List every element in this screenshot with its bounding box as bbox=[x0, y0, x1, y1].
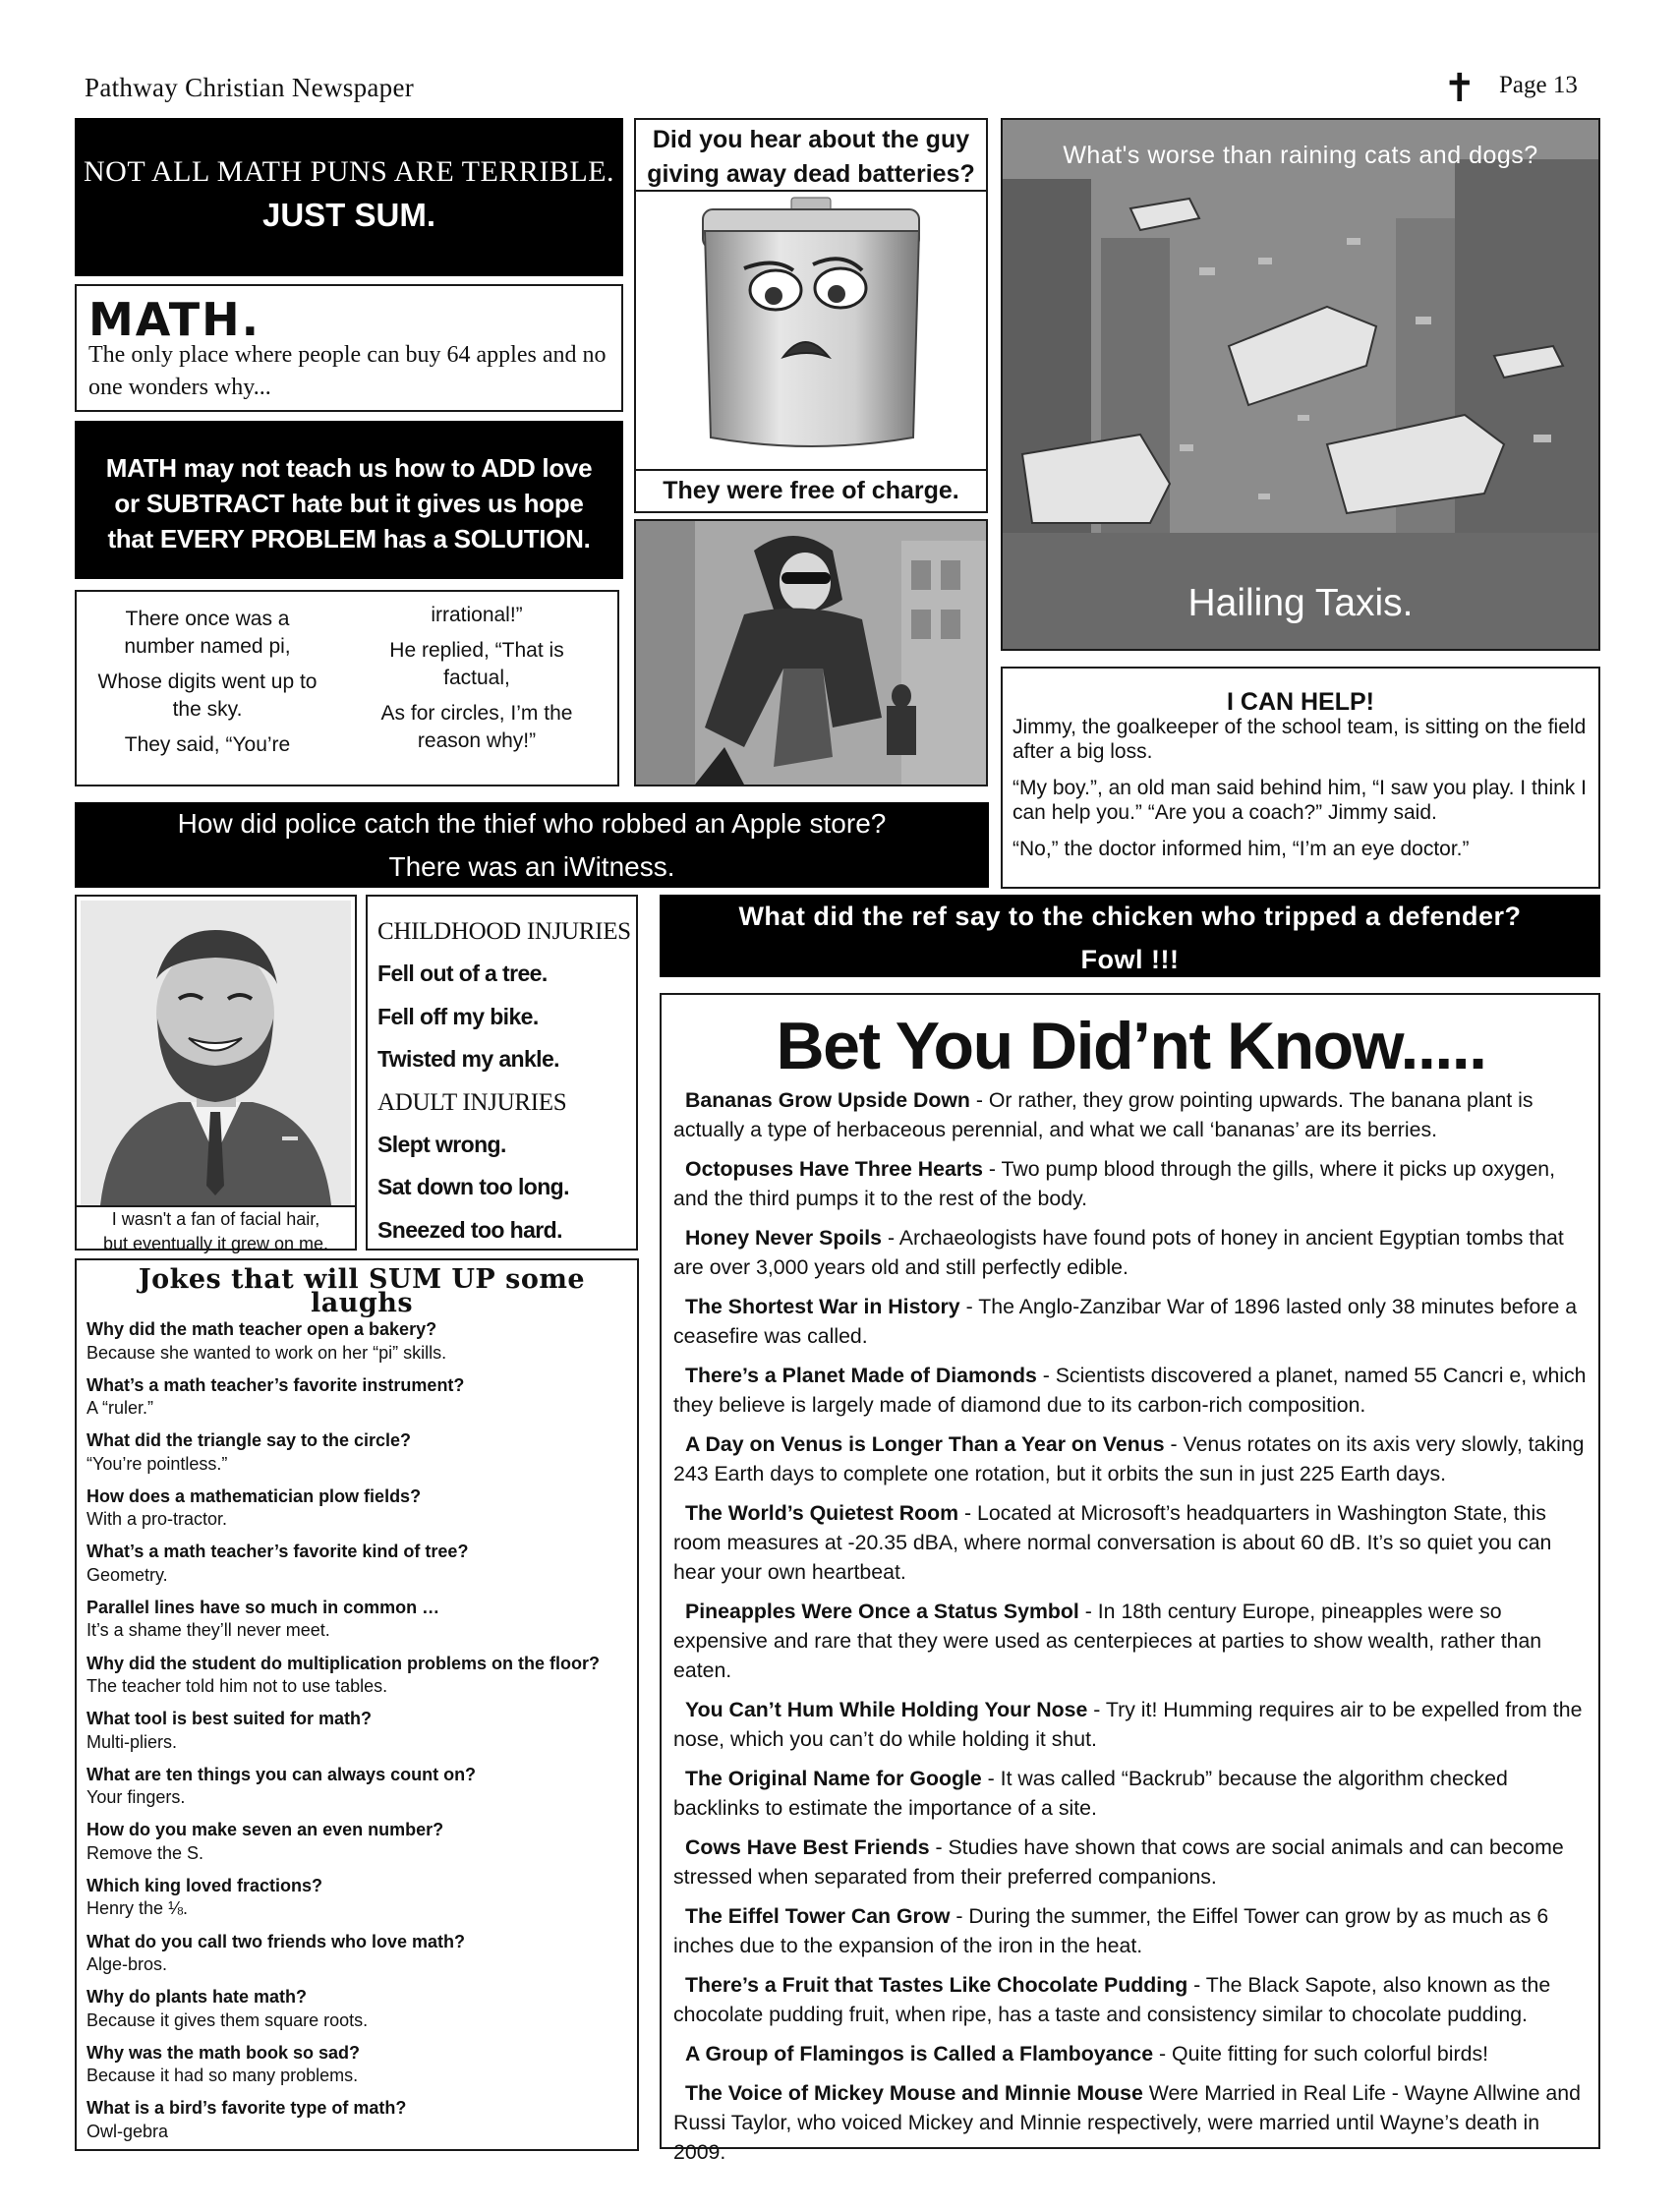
injury-item: Sneezed too hard. bbox=[377, 1216, 562, 1243]
limerick-col-1 bbox=[94, 606, 320, 767]
joke-question: What’s a math teacher’s favorite instrument? bbox=[87, 1374, 465, 1395]
joke-question: What did the triangle say to the circle? bbox=[87, 1430, 412, 1451]
joke-answer: Remove the S. bbox=[87, 1842, 204, 1863]
joke-item bbox=[87, 1653, 637, 1699]
fact-body: - Try it! Humming requires air to be expelled from the nose, which you can’t do while holding it shut. bbox=[673, 1698, 1583, 1751]
joke-question: Why do plants hate math? bbox=[87, 1987, 308, 2008]
joke-answer: The teacher told him not to use tables. bbox=[87, 1676, 388, 1697]
help-paragraph: “My boy.”, an old man said behind him, “I saw you play. I think I can help you.” “Are you a coach?” Jimmy said. bbox=[1013, 777, 1587, 824]
fact-item bbox=[673, 1597, 1589, 1685]
fact-item bbox=[673, 1223, 1589, 1282]
joke-item bbox=[87, 1597, 637, 1643]
fact-body: - Venus rotates on its axis very slowly, taking 243 Earth days to complete one rotation, but it orbits the sun in just 225 Earth days. bbox=[673, 1432, 1585, 1485]
math-pun-banner bbox=[75, 118, 623, 276]
math-hope-banner bbox=[75, 421, 623, 579]
fact-heading: Pineapples Were Once a Status Symbol bbox=[685, 1600, 1079, 1623]
fact-heading: Octopuses Have Three Hearts bbox=[685, 1157, 984, 1181]
cross-icon: ✝ bbox=[1443, 67, 1476, 110]
joke-item bbox=[87, 1819, 637, 1865]
fact-body: - Two pump blood through the gills, where it picks up oxygen, and the third pumps it to the rest of the body. bbox=[673, 1157, 1556, 1210]
joke-answer: Because it had so many problems. bbox=[87, 2066, 359, 2086]
pun-line2: JUST SUM. bbox=[261, 197, 436, 233]
bearded-man-image bbox=[81, 901, 351, 1205]
joke-question: How do you make seven an even number? bbox=[87, 1820, 444, 1840]
joke-answer: “You’re pointless.” bbox=[87, 1453, 228, 1474]
taxi-rain-image bbox=[1003, 120, 1598, 649]
injury-item: Twisted my ankle. bbox=[377, 1046, 559, 1073]
fact-body: - Scientists discovered a planet, named 55 Cancri e, which they believe is largely made of diamond due to its carbon-rich composition. bbox=[673, 1364, 1587, 1417]
jokes-title: Jokes that will SUM UP some laughs bbox=[138, 1264, 586, 1318]
limerick-line: He replied, “That is factual, bbox=[389, 639, 564, 689]
fact-item bbox=[673, 1085, 1589, 1144]
masthead: Pathway Christian Newspaper bbox=[85, 73, 415, 102]
hope-text: MATH may not teach us how to ADD love or SUBTRACT hate but it gives us hope that EVERY PROBLEM has a SOLUTION. bbox=[105, 453, 593, 553]
limerick-line: irrational!” bbox=[431, 604, 523, 626]
fact-body: - Archaeologists have found pots of honey in ancient Egyptian tombs that are over 3,000 years old and still perfectly edible. bbox=[673, 1226, 1564, 1279]
joke-item bbox=[87, 1931, 637, 1977]
eye-doctor-story bbox=[1001, 667, 1600, 889]
taxis-answer: Hailing Taxis. bbox=[1187, 582, 1414, 624]
joke-answer: Multi-pliers. bbox=[87, 1731, 178, 1752]
fact-heading: The Original Name for Google bbox=[685, 1767, 982, 1790]
adult-injuries-header: ADULT INJURIES bbox=[377, 1088, 567, 1116]
injury-item: Fell out of a tree. bbox=[377, 960, 548, 987]
thief-illustration bbox=[634, 519, 988, 786]
fact-item bbox=[673, 1361, 1589, 1420]
joke-answer: With a pro-tractor. bbox=[87, 1509, 228, 1530]
fact-item bbox=[673, 1901, 1589, 1960]
fact-heading: Cows Have Best Friends bbox=[685, 1835, 930, 1859]
help-title: I CAN HELP! bbox=[1227, 688, 1374, 716]
joke-question: What’s a math teacher’s favorite kind of tree? bbox=[87, 1542, 469, 1562]
limerick-line: They said, “You’re bbox=[124, 733, 291, 756]
battery-answer bbox=[634, 469, 988, 513]
limerick-line: Whose digits went up to the sky. bbox=[97, 670, 318, 721]
apple-question: How did police catch the thief who robbed an Apple store? bbox=[177, 808, 887, 839]
limerick-col-2 bbox=[364, 602, 590, 763]
bearded-man-illustration bbox=[81, 901, 351, 1205]
fact-heading: A Day on Venus is Longer Than a Year on Venus bbox=[685, 1432, 1165, 1456]
fact-item bbox=[673, 1292, 1589, 1351]
joke-answer: Geometry. bbox=[87, 1564, 168, 1585]
joke-question: Why did the math teacher open a bakery? bbox=[87, 1319, 437, 1339]
ref-question: What did the ref say to the chicken who tripped a defender? bbox=[738, 902, 1522, 931]
joke-question: What tool is best suited for math? bbox=[87, 1709, 373, 1729]
fact-item bbox=[673, 1498, 1589, 1587]
battery-icon bbox=[636, 192, 985, 467]
fact-body: - Located at Microsoft’s headquarters in Washington State, this room measures at -20.35 dBA, where normal conversation is about 60 dB. It’s so quiet you can hear your own heartbeat. bbox=[673, 1501, 1552, 1584]
taxis-question: What's worse than raining cats and dogs? bbox=[1063, 142, 1538, 169]
facial-hair-joke bbox=[75, 895, 357, 1251]
battery-answer-text: They were free of charge. bbox=[663, 477, 959, 504]
fact-item bbox=[673, 1833, 1589, 1892]
help-paragraph: “No,” the doctor informed him, “I’m an eye doctor.” bbox=[1013, 838, 1470, 860]
injury-item: Sat down too long. bbox=[377, 1174, 569, 1200]
fact-body: - Quite fitting for such colorful birds! bbox=[1153, 2042, 1489, 2066]
injury-item: Fell off my bike. bbox=[377, 1003, 539, 1029]
joke-question: What are ten things you can always count on? bbox=[87, 1764, 477, 1784]
fact-heading: You Can’t Hum While Holding Your Nose bbox=[685, 1698, 1088, 1721]
ref-answer: Fowl !!! bbox=[1080, 945, 1180, 974]
joke-answer: A “ruler.” bbox=[87, 1398, 154, 1419]
injury-item: Slept wrong. bbox=[377, 1132, 506, 1158]
help-paragraph: Jimmy, the goalkeeper of the school team, is sitting on the field after a big loss. bbox=[1013, 716, 1587, 763]
battery-question bbox=[634, 118, 988, 192]
joke-item bbox=[87, 1541, 637, 1587]
joke-answer: It’s a shame they’ll never meet. bbox=[87, 1620, 330, 1641]
joke-answer: Owl-gebra bbox=[87, 2121, 169, 2141]
fact-item bbox=[673, 2039, 1589, 2068]
fact-body: - It was called “Backrub” because the algorithm checked backlinks to estimate the importance of a site. bbox=[673, 1767, 1508, 1820]
joke-item bbox=[87, 1429, 637, 1476]
page-number: Page 13 bbox=[1499, 72, 1578, 98]
injuries-list bbox=[366, 895, 638, 1251]
fact-body: - During the summer, the Eiffel Tower can grow by as much as 6 inches due to the expansion of the iron in the heat. bbox=[673, 1904, 1549, 1957]
joke-question: What is a bird’s favorite type of math? bbox=[87, 2098, 407, 2119]
battery-illustration bbox=[634, 192, 988, 471]
joke-answer: Henry the ⅛. bbox=[87, 1898, 189, 1919]
fact-body: - The Black Sapote, also known as the chocolate pudding fruit, when ripe, has a taste and consistency similar to chocolate pudding. bbox=[673, 1973, 1551, 2026]
joke-item bbox=[87, 1986, 637, 2032]
math-title: MATH. bbox=[88, 293, 261, 346]
fact-body: - Or rather, they grow pointing upwards. The banana plant is actually a type of herbaceous perennial, and what we call ‘bananas’ are its berries. bbox=[673, 1088, 1533, 1141]
fact-body: Were Married in Real Life - Wayne Allwine and Russi Taylor, who voiced Mickey and Minnie respectively, were married until Wayne’s death in 2009. bbox=[673, 2081, 1581, 2164]
math-jokes-list bbox=[75, 1258, 639, 2151]
referee-joke bbox=[660, 895, 1600, 977]
limerick-line: There once was a number named pi, bbox=[124, 608, 291, 658]
pi-limerick bbox=[75, 590, 619, 786]
childhood-injuries-header: CHILDHOOD INJURIES bbox=[377, 918, 631, 945]
fact-body: - Studies have shown that cows are social animals and can become stressed when separated from their preferred companions. bbox=[673, 1835, 1564, 1889]
fact-body: - In 18th century Europe, pineapples were so expensive and rare that they were used as centerpieces at parties to show wealth, rather than eaten. bbox=[673, 1600, 1542, 1682]
joke-item bbox=[87, 1374, 637, 1421]
joke-item bbox=[87, 1875, 637, 1921]
fact-heading: There’s a Fruit that Tastes Like Chocolate Pudding bbox=[685, 1973, 1188, 1997]
apple-answer: There was an iWitness. bbox=[388, 851, 675, 882]
fact-item bbox=[673, 1154, 1589, 1213]
joke-item bbox=[87, 1764, 637, 1810]
joke-item bbox=[87, 1708, 637, 1754]
fact-heading: The Eiffel Tower Can Grow bbox=[685, 1904, 951, 1928]
fact-heading: There’s a Planet Made of Diamonds bbox=[685, 1364, 1037, 1387]
caption-line: I wasn't a fan of facial hair, bbox=[111, 1209, 320, 1229]
joke-question: Why did the student do multiplication problems on the floor? bbox=[87, 1653, 600, 1673]
fact-item bbox=[673, 1695, 1589, 1754]
fact-heading: The Shortest War in History bbox=[685, 1295, 960, 1318]
joke-answer: Your fingers. bbox=[87, 1787, 186, 1808]
bet-title: Bet You Did’nt Know..... bbox=[776, 1009, 1486, 1083]
battery-question-text: Did you hear about the guy giving away dead batteries? bbox=[647, 126, 975, 188]
pun-line1: NOT ALL MATH PUNS ARE TERRIBLE. bbox=[84, 155, 614, 188]
math-body: The only place where people can buy 64 apples and no one wonders why... bbox=[88, 342, 607, 400]
joke-question: Why was the math book so sad? bbox=[87, 2042, 361, 2063]
joke-item bbox=[87, 1485, 637, 1532]
fact-heading: The World’s Quietest Room bbox=[685, 1501, 959, 1525]
joke-answer: Because she wanted to work on her “pi” skills. bbox=[87, 1342, 447, 1363]
apple-store-joke bbox=[75, 802, 989, 888]
facial-hair-caption bbox=[77, 1205, 355, 1256]
joke-answer: Because it gives them square roots. bbox=[87, 2009, 369, 2030]
joke-question: Which king loved fractions? bbox=[87, 1875, 323, 1895]
joke-item bbox=[87, 2042, 637, 2088]
fact-item bbox=[673, 1970, 1589, 2029]
taxis-joke bbox=[1001, 118, 1600, 651]
fact-heading: The Voice of Mickey Mouse and Minnie Mouse bbox=[685, 2081, 1143, 2105]
joke-answer: Alge-bros. bbox=[87, 1954, 168, 1975]
caption-line: but eventually it grew on me. bbox=[102, 1234, 329, 1253]
joke-item bbox=[87, 1318, 637, 1365]
limerick-line: As for circles, I’m the reason why!” bbox=[380, 702, 573, 752]
joke-question: Parallel lines have so much in common … bbox=[87, 1597, 440, 1617]
joke-question: How does a mathematician plow fields? bbox=[87, 1485, 422, 1506]
thief-image bbox=[636, 521, 986, 785]
joke-question: What do you call two friends who love math? bbox=[87, 1931, 466, 1951]
fact-item bbox=[673, 2078, 1589, 2167]
fact-item bbox=[673, 1429, 1589, 1488]
joke-item bbox=[87, 2097, 637, 2143]
fact-body: - The Anglo-Zanzibar War of 1896 lasted only 38 minutes before a ceasefire was called. bbox=[673, 1295, 1578, 1348]
math-joke-box bbox=[75, 284, 623, 412]
fact-item bbox=[673, 1764, 1589, 1823]
bet-you-didnt-know bbox=[660, 993, 1600, 2164]
fact-heading: Bananas Grow Upside Down bbox=[685, 1088, 970, 1112]
fact-heading: Honey Never Spoils bbox=[685, 1226, 883, 1250]
fact-heading: A Group of Flamingos is Called a Flamboyance bbox=[685, 2042, 1154, 2066]
